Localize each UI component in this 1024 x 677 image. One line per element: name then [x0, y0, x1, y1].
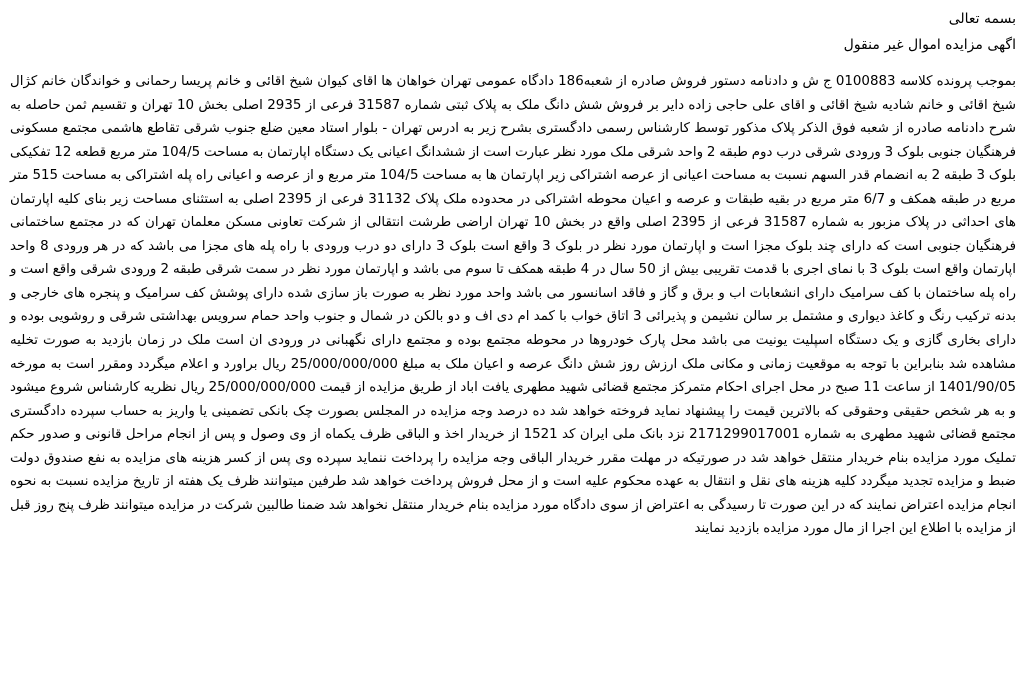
basmala-heading: بسمه تعالی — [948, 11, 1016, 27]
notice-title: اگهی مزایده اموال غیر منقول — [843, 37, 1016, 53]
notice-body-text: بموجب پرونده کلاسه 0100883 ج ش و دادنامه دستور فروش صادره از شعبه186 دادگاه عمومی تهران خواهان ها اقای کیوان شیخ اقائی و خانم پریسا رحمانی و خواندگان خانم کژال شیخ اقائی و خانم شادیه شیخ اقائی و اقای علی حاجی زاده دایر بر فروش شش دانگ ملک به پلاک ثبتی شماره 31587 فرعی از 2935 اصلی بخش 10 تهران و تقسیم ثمن حاصله به شرح دادنامه صادره از شعبه فوق الذکر پلاک مذکور توسط کارشناس رسمی دادگستری بشرح زیر به ادرس تهران - بلوار استاد معین ضلع جنوب شرقی تقاطع هاشمی مجتمع مسکونی فرهنگیان جنوبی بلوک 3 ورودی شرقی درب دوم طبقه 2 واحد شرقی ملک مورد نظر عبارت است از ششدانگ اعیانی یک دستگاه اپارتمان به مساحت 104/5 متر مربع قطعه 12 تفکیکی بلوک 3 طبقه 2 به انضمام قدر السهم نسبت به مساحت اعیانی از عرصه اشتراکی زیر اپارتمان ها به مساحت 104/5 متر مربع و از عرصه و اعیانی راه پله اشتراکی به مساحت 515 متر مربع در طبقه همکف و 6/7 متر مربع در بقیه طبقات و عرصه و اعیان محوطه اشتراکی در محدوده ملک پلاک 31132 فرعی از 2395 اصلی به استثنای مساحت زیر بنای کلیه اپارتمان های احداثی در پلاک مزبور به شماره 31587 فرعی از 2395 اصلی واقع در بخش 10 تهران اراضی طرشت انتقالی از شرکت تعاونی مسکن معلمان تهران که در مجتمع ساختمانی فرهنگیان جنوبی است که دارای چند بلوک مجزا است و اپارتمان مورد نظر در بلوک 3 واقع است بلوک 3 دارای دو درب ورودی با راه پله های مجزا می باشد که در هر ورودی 8 واحد اپارتمان واقع است بلوک 3 با نمای اجری با قدمت تقریبی بیش از 50 سال در 4 طبقه همکف تا سوم می باشد و اپارتمان مورد نظر در سمت شرقی طبقه 2 ورودی شرقی واقع است و راه پله ساختمان با کف سرامیک دارای انشعابات اب و برق و گاز و فاقد اسانسور می باشد واحد مورد نظر به صورت باز سازی شده دارای پوشش کف سرامیک و پنجره های خارجی و بدنه ترکیب رنگ و کاغذ دیواری و مشتمل بر سالن نشیمن و پذیرائی 3 اتاق خواب با کمد ام دی اف و دو بالکن در شمال و جنوب واحد حمام سرویس بهداشتی شرقی و روشویی بوده و دارای بخاری گازی و یک دستگاه اسپلیت یونیت می باشد محل پارک خودروها در محوطه مجتمع بوده و مجتمع دارای نگهبانی در ورودی ان است ملک در زمان بازدید به صورت تخلیه مشاهده شد بنابراین با توجه به موقعیت زمانی و مکانی ملک ارزش روز شش دانگ عرصه و اعیان ملک به مبلغ 25/000/000/000 ریال براورد و اعلام میگردد ومقرر است به مورخه 1401/90/05 از ساعت 11 صبح در محل اجرای احکام متمرکز مجتمع قضائی شهید مطهری یافت اباد از طریق مزایده از قیمت 25/000/000/000 ریال نظریه کارشناس شروع میشود و به هر شخص حقیقی وحقوقی که بالاترین قیمت را پیشنهاد نماید فروخته خواهد شد ده درصد وجه مزایده در المجلس بصورت چک بانکی تضمینی یا واریز به حساب سپرده دادگستری مجتمع قضائی شهید مطهری به شماره 2171299017001 نزد بانک ملی ایران کد 1521 از خریدار اخذ و الباقی ظرف یکماه از وی وصول و پس از انجام مراحل قانونی و صدور حکم تملیک مورد مزایده بنام خریدار منتقل خواهد شد در صورتیکه در مهلت مقرر خریدار الباقی وجه مزایده را پرداخت ننماید سپرده وی پس از کسر هزینه های مزایده به نفع صندوق دولت ضبط و مزایده تجدید میگردد کلیه هزینه های نقل و انتقال به عهده محکوم علیه است و از محل فروش پرداخت خواهد شد طرفین میتوانند ظرف یک هفته از تاریخ مزایده نسبت به نحوه انجام مزایده اعتراض نمایند که در این صورت تا رسیدگی به اعتراض از سوی دادگاه مورد مزایده بنام خریدار منتقل نخواهد شد ضمنا طالبین شرکت در مزایده میتوانند ظرف پنج روز قبل از مزایده با اطلاع این اجرا از مال مورد مزایده بازدید نمایند — [10, 74, 1017, 537]
